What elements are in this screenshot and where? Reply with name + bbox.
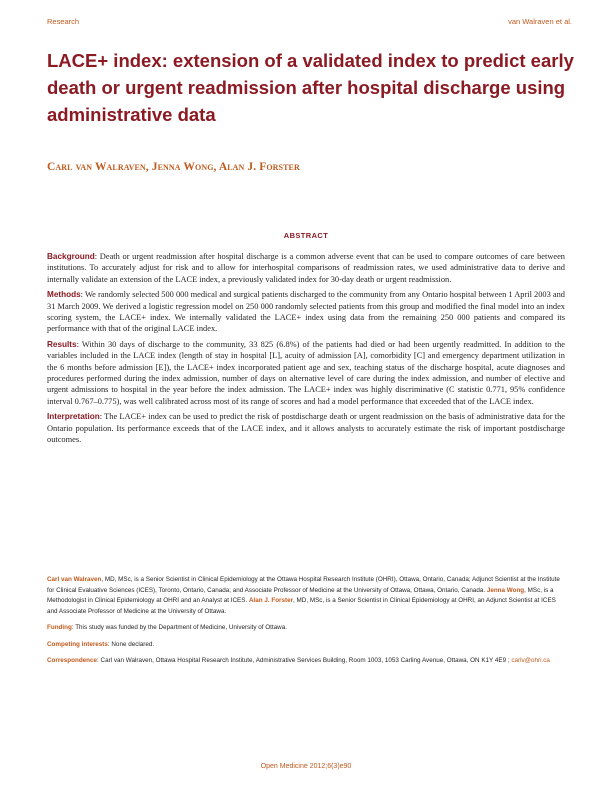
funding-note (47, 623, 567, 634)
footnotes (47, 575, 567, 673)
author-list: Carl van Walraven, Jenna Wong, Alan J. Forster (47, 161, 300, 173)
background-label: Background (47, 252, 95, 261)
background-text: : Death or urgent readmission after hospital discharge is a common adverse event that can be used to compare outcomes of care between institutions. To accurately adjust for risk and to allow for interhospital comparisons of readmission rates, we used administrative data to derive and internally validate an extension of the LACE index, a previously validated index for 30-day death or urgent readmission. (47, 252, 565, 284)
competing-label: Competing interests (47, 640, 108, 648)
abstract-background (47, 251, 565, 285)
funding-text: : This study was funded by the Department of Medicine, University of Ottawa. (71, 624, 287, 631)
results-text: : Within 30 days of discharge to the community, 33 825 (6.8%) of the patients had died or had been urgently readmitted. In addition to the variables included in the LACE index (length of stay in hospital [L], acuity of admission [A], comorbidity [C] and emergency department utilization in the 6 months before admission [E]), the LACE+ index incorporated patient age and sex, teaching status of the discharge hospital, acute diagnoses and procedures performed during the index admission, number of days on alternative level of care during the index admission, and number of elective and urgent admissions to hospital in the year before the index admission. The LACE+ index was highly discriminative (C statistic 0.771, 95% confidence interval 0.767–0.775), was well calibrated across most of its range of scores and had a model performance that exceeded that of the LACE index. (47, 340, 565, 406)
page-footer-citation: Open Medicine 2012;6(3)e90 (260, 763, 352, 770)
abstract-interpretation (47, 411, 565, 445)
affil-text-1: , MD, MSc, is a Senior Scientist in Clinical Epidemiology at the Ottawa Hospital Research Institute (OHRI), Ottawa, Ontario, Canada; Adjunct Scientist at the Institute for Clinical Evaluative Sciences (ICES), Toronto, Ontario, Canada; and Associate Professor of Medicine at the University of Ottawa, Ottawa, Ontario, Canada. (47, 576, 560, 594)
abstract-results (47, 339, 565, 407)
running-header-section: Research (47, 17, 80, 26)
competing-interests-note (47, 640, 567, 651)
methods-text: : We randomly selected 500 000 medical and surgical patients discharged to the community from any Ontario hospital between 1 April 2003 and 31 March 2009. We derived a logistic regression model on 250 000 randomly selected patients from this group and modified the final model into an index scoring system, the LACE+ index. We internally validated the LACE+ index using data from the remaining 250 000 patients and compared its performance with that of the original LACE index. (47, 290, 565, 334)
abstract-heading: ABSTRACT (283, 231, 329, 240)
abstract-methods (47, 289, 565, 334)
methods-label: Methods (47, 290, 81, 300)
results-label: Results (47, 340, 77, 350)
abstract-body (47, 251, 565, 450)
interpretation-text: : The LACE+ index can be used to predict the risk of postdischarge death or urgent readmission on the basis of administrative data for the Ontario population. Its performance exceeds that of the LACE index, and it allows analysts to accurately estimate the risk of important postdischarge outcomes. (47, 412, 565, 444)
affil-text-2: , MSc, is a Methodologist in Clinical Epidemiology at OHRI and an Analyst at ICES. (47, 586, 554, 604)
author-affiliations (47, 575, 567, 617)
interpretation-label: Interpretation (47, 412, 100, 422)
affil-name-2: Jenna Wong (486, 586, 525, 594)
running-header-authors: van Walraven et al. (508, 17, 572, 26)
article-title: LACE+ index: extension of a validated index to predict early death or urgent readmission after hospital discharge using administrative data (47, 50, 574, 125)
email-link[interactable]: carlv@ohri.ca (511, 657, 550, 664)
correspondence-text: : Carl van Walraven, Ottawa Hospital Research Institute, Administrative Services Building, Room 1003, 1053 Carling Avenue, Ottawa, ON K1Y 4E9 ; (97, 657, 510, 664)
affil-text-3: , MD, MSc, is a Senior Scientist in Clinical Epidemiology at OHRI, an Adjunct Scientist at ICES and Associate Professor of Medicine at the University of Ottawa. (47, 597, 556, 615)
funding-label: Funding (47, 624, 72, 631)
competing-text: : None declared. (107, 640, 155, 648)
correspondence-label: Correspondence (47, 657, 98, 664)
affil-name-3: Alan J. Forster (248, 597, 294, 604)
affil-name-1: Carl van Walraven (47, 576, 102, 583)
correspondence-note (47, 656, 567, 667)
